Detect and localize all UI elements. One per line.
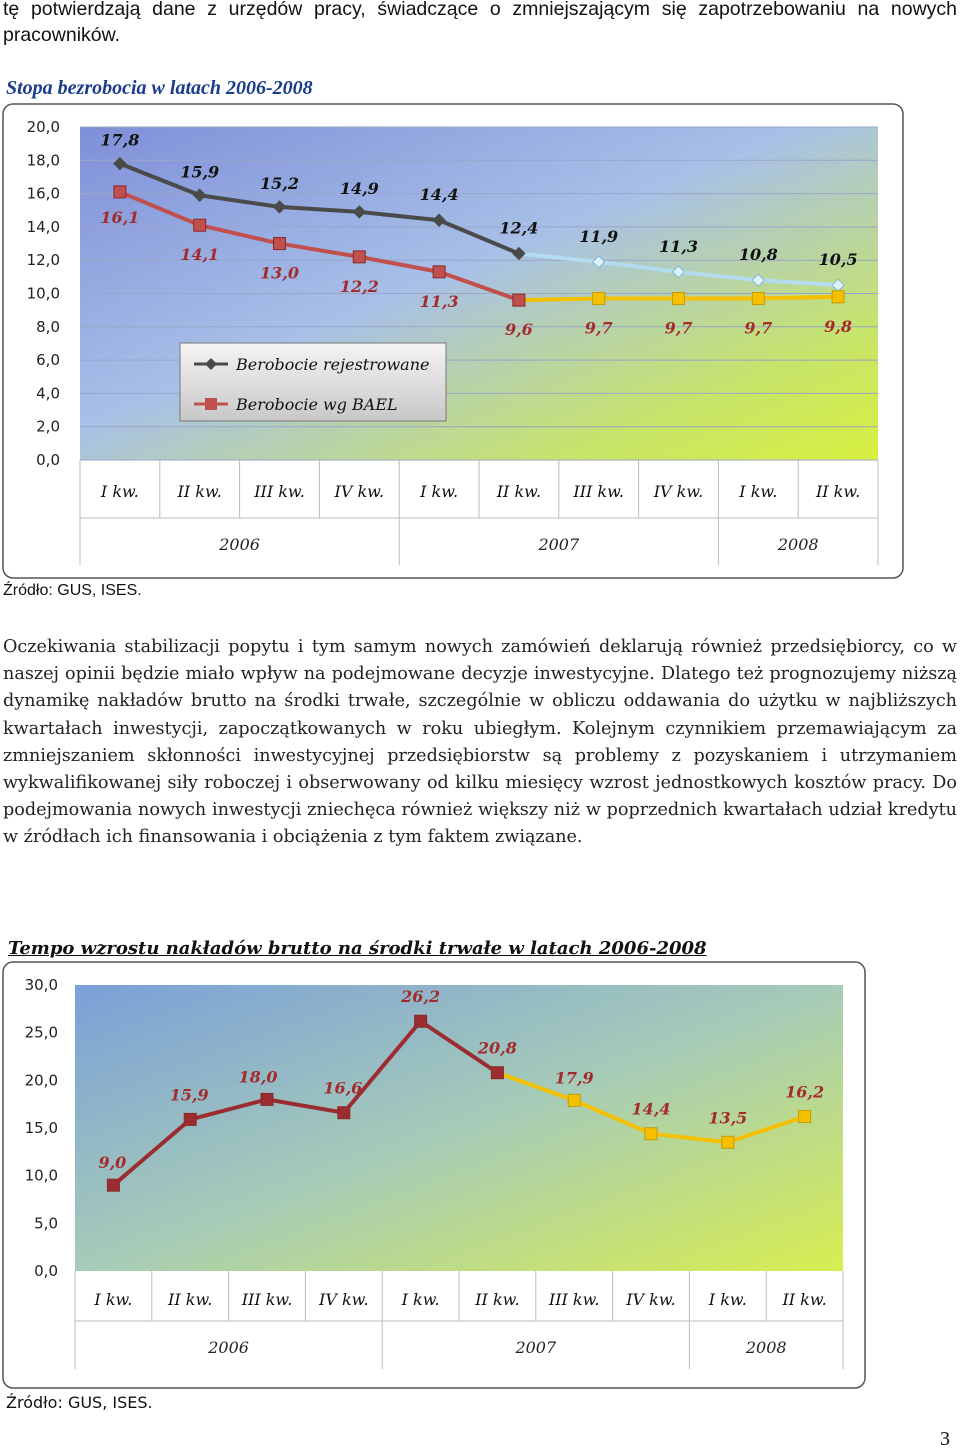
data-point xyxy=(184,1113,196,1125)
x-tick-label: II kw. xyxy=(177,482,222,501)
data-label: 16,6 xyxy=(323,1078,363,1098)
page-number: 3 xyxy=(940,1428,950,1450)
y-tick-label: 15,0 xyxy=(24,1119,58,1137)
data-point xyxy=(752,292,764,304)
data-label: 13,0 xyxy=(260,263,299,283)
data-point xyxy=(722,1136,734,1148)
y-tick-label: 20,0 xyxy=(26,118,60,136)
y-tick-label: 2,0 xyxy=(36,417,60,436)
x-tick-label: IV kw. xyxy=(319,1290,369,1309)
y-tick-label: 20,0 xyxy=(24,1071,58,1090)
data-label: 11,9 xyxy=(579,226,619,246)
data-label: 9,7 xyxy=(744,318,773,338)
x-tick-label: I kw. xyxy=(401,1290,440,1309)
x-tick-label: III kw. xyxy=(548,1290,600,1309)
x-tick-label: I kw. xyxy=(100,482,139,501)
x-tick-label: I kw. xyxy=(708,1290,747,1309)
x-tick-label: II kw. xyxy=(782,1290,827,1309)
data-label: 9,8 xyxy=(824,316,853,336)
x-tick-label: III kw. xyxy=(241,1290,293,1309)
data-label: 20,8 xyxy=(477,1038,517,1058)
unemployment-chart xyxy=(2,103,906,581)
data-label: 15,9 xyxy=(180,162,220,182)
data-point xyxy=(415,1015,427,1027)
data-label: 12,2 xyxy=(339,276,379,296)
y-tick-label: 8,0 xyxy=(36,317,60,336)
data-label: 26,2 xyxy=(401,987,441,1007)
data-label: 14,1 xyxy=(180,245,220,265)
body-paragraph: Oczekiwania stabilizacji popytu i tym samym nowych zamówień deklarują również przedsiębiorcy, co w naszej opinii będzie miało wpływ na podejmowane decyzje inwestycyjne. Dlatego też prognozujemy niższą dynamikę nakładów brutto na środki trwałe, szczególnie w obliczu oddawania do użytku w najbliższych kwartałach inwestycji, zapoczątkowanych w roku ubiegłym. Kolejnym czynnikiem przemawiającym za zmniejszaniem skłonności inwestycyjnej przedsiębiorstw są problemy z pozyskaniem i utrzymaniem wykwalifikowanej siły roboczej i obserwowany od kilku miesięcy wzrost jednostkowych kosztów pracy. Do podejmowania nowych inwestycji zniechęca również większy niż w poprzednich kwartałach udział kredytu w źródłach ich finansowania i obciążenia z tym faktem związane. xyxy=(3,637,957,848)
x-tick-label: I kw. xyxy=(420,482,459,501)
y-tick-label: 0,0 xyxy=(36,451,60,469)
intro-paragraph: tę potwierdzają dane z urzędów pracy, świadczące o zmniejszającym się zapotrzebowaniu na nowych pracowników. xyxy=(3,0,957,46)
data-label: 15,9 xyxy=(169,1085,209,1105)
y-tick-label: 16,0 xyxy=(26,184,60,203)
y-tick-label: 10,0 xyxy=(24,1166,58,1185)
data-label: 12,4 xyxy=(499,218,539,238)
y-tick-label: 12,0 xyxy=(26,251,60,270)
data-label: 13,5 xyxy=(708,1108,748,1128)
year-label: 2008 xyxy=(745,1338,787,1357)
data-label: 14,9 xyxy=(339,178,379,198)
x-tick-label: IV kw. xyxy=(626,1290,676,1309)
data-label: 18,0 xyxy=(238,1067,278,1087)
y-tick-label: 5,0 xyxy=(34,1214,58,1233)
data-label: 9,6 xyxy=(504,320,533,340)
data-point xyxy=(593,292,605,304)
data-label: 16,1 xyxy=(100,207,140,227)
data-label: 17,8 xyxy=(100,130,140,150)
data-point xyxy=(491,1067,503,1079)
data-point xyxy=(194,219,206,231)
year-label: 2006 xyxy=(208,1338,249,1357)
data-label: 14,4 xyxy=(419,185,459,205)
x-tick-label: I kw. xyxy=(94,1290,133,1309)
x-tick-label: III kw. xyxy=(573,482,625,501)
x-tick-label: II kw. xyxy=(496,482,542,501)
x-tick-label: IV kw. xyxy=(653,482,704,501)
y-tick-label: 6,0 xyxy=(36,351,60,370)
chart1-source: Źródło: GUS, ISES. xyxy=(3,582,142,599)
investment-growth-chart xyxy=(2,961,868,1391)
y-tick-label: 0,0 xyxy=(34,1262,58,1280)
data-label: 9,7 xyxy=(584,318,613,338)
data-point xyxy=(513,294,525,306)
data-label: 16,2 xyxy=(785,1082,825,1102)
year-label: 2006 xyxy=(219,535,260,554)
legend-label-bael: Berobocie wg BAEL xyxy=(236,395,398,414)
legend-label-registered: Berobocie rejestrowane xyxy=(236,355,430,374)
data-label: 17,9 xyxy=(554,1068,594,1088)
x-tick-label: II kw. xyxy=(475,1290,520,1309)
data-point xyxy=(645,1128,657,1140)
data-point xyxy=(568,1094,580,1106)
y-tick-label: 10,0 xyxy=(26,284,60,303)
chart1-title: Stopa bezrobocia w latach 2006-2008 xyxy=(6,77,313,99)
x-tick-label: I kw. xyxy=(739,482,778,501)
data-label: 15,2 xyxy=(260,173,299,193)
chart1-legend xyxy=(180,343,446,421)
data-point xyxy=(799,1111,811,1123)
data-point xyxy=(261,1093,273,1105)
data-point xyxy=(832,291,844,303)
y-tick-label: 4,0 xyxy=(36,384,60,403)
data-point xyxy=(107,1179,119,1191)
data-point xyxy=(114,186,126,198)
data-point xyxy=(274,238,286,250)
y-tick-label: 25,0 xyxy=(24,1023,58,1042)
data-point xyxy=(433,266,445,278)
x-tick-label: II kw. xyxy=(168,1290,213,1309)
x-tick-label: IV kw. xyxy=(334,482,385,501)
data-point xyxy=(673,292,685,304)
data-point xyxy=(353,251,365,263)
data-label: 11,3 xyxy=(419,291,459,311)
data-label: 9,7 xyxy=(664,318,693,338)
y-tick-label: 18,0 xyxy=(26,151,60,170)
chart2-source: Źródło: GUS, ISES. xyxy=(6,1393,153,1412)
data-point xyxy=(338,1107,350,1119)
data-label: 11,3 xyxy=(659,236,698,256)
x-tick-label: III kw. xyxy=(254,482,305,501)
year-label: 2007 xyxy=(538,535,580,554)
y-tick-label: 14,0 xyxy=(26,217,60,236)
legend-marker-bael xyxy=(205,398,217,410)
x-tick-label: II kw. xyxy=(815,482,861,501)
data-label: 14,4 xyxy=(631,1099,671,1119)
chart2-title: Tempo wzrostu nakładów brutto na środki trwałe w latach 2006-2008 xyxy=(8,938,707,959)
year-label: 2007 xyxy=(515,1338,557,1357)
data-label: 9,0 xyxy=(98,1153,127,1173)
data-label: 10,8 xyxy=(738,245,778,265)
y-tick-label: 30,0 xyxy=(24,976,58,994)
data-label: 10,5 xyxy=(818,250,858,270)
year-label: 2008 xyxy=(777,535,819,554)
